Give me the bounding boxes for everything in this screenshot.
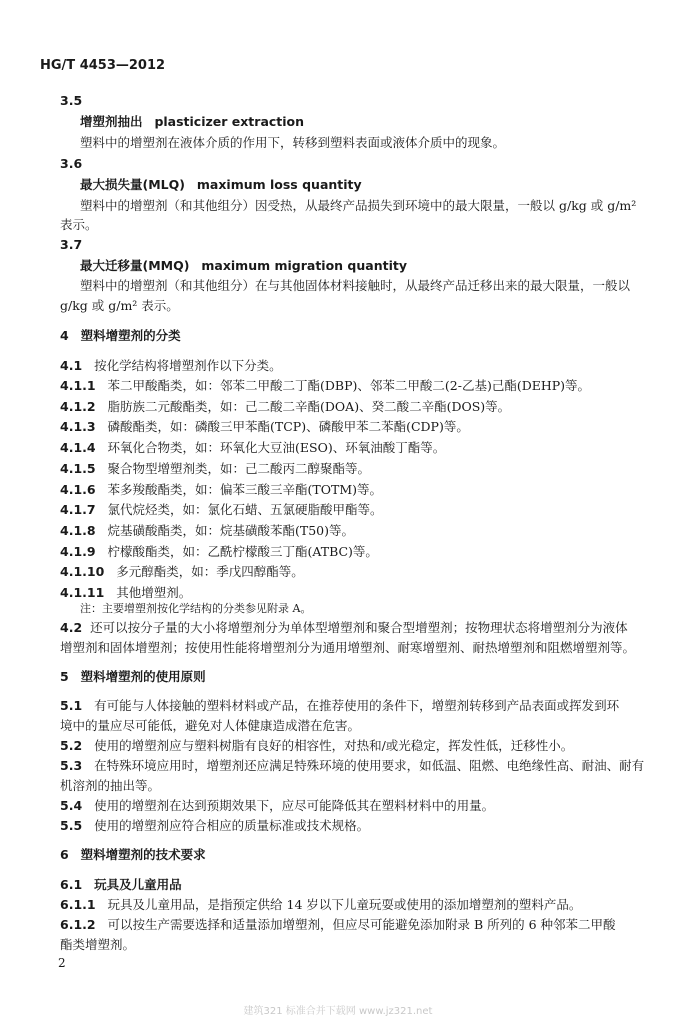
clause-text: 氯代烷烃类，如：氯化石蜡、五氯硬脂酸甲酯等。 — [107, 502, 383, 518]
clause — [60, 377, 590, 394]
clause-number: 5.4 — [60, 798, 83, 813]
definition-text: 塑料中的增塑剂（和其他组分）因受热，从最终产品损失到环境中的最大限量，一般以 g/kg 或 g/m² — [80, 198, 637, 213]
clause-text: 有可能与人体接触的塑料材料或产品，在推荐使用的条件下，增塑剂转移到产品表面或挥发到环 — [94, 698, 620, 713]
clause — [60, 481, 382, 498]
clause — [60, 619, 628, 636]
clause-number: 4.1.5 — [60, 460, 96, 476]
spacer — [96, 523, 108, 538]
clause-number: 6.1.1 — [60, 897, 96, 912]
spacer — [104, 585, 116, 600]
clause-number: 4.1.11 — [60, 585, 105, 600]
clause-number: 4.1.3 — [60, 419, 96, 435]
clause — [60, 697, 619, 714]
clause-text: 苯二甲酸酯类，如：邻苯二甲酸二丁酯(DBP)、邻苯二甲酸二(2-乙基)己酯(DEHP)等。 — [107, 378, 591, 393]
clause-number: 4.1 — [60, 358, 83, 373]
clause-text: 还可以按分子量的大小将增塑剂分为单体型增塑剂和聚合型增塑剂；按物理状态将增塑剂分为液体 — [90, 620, 628, 635]
chapter-heading — [60, 846, 206, 863]
subsection-heading — [60, 876, 182, 893]
clause-number: 5.5 — [60, 818, 83, 833]
clause-text: 玩具及儿童用品，是指预定供给 14 岁以下儿童玩耍或使用的添加增塑剂的塑料产品。 — [107, 897, 582, 912]
chapter-number: 5 — [60, 669, 69, 684]
clause-text: 使用的增塑剂应符合相应的质量标准或技术规格。 — [94, 818, 370, 833]
clause — [60, 398, 510, 415]
term-en: maximum loss quantity — [196, 177, 362, 192]
clause-text: 酯类增塑剂。 — [60, 937, 136, 952]
clause — [60, 357, 282, 374]
clause-number: 4.1.10 — [60, 564, 105, 580]
definition-text: 表示。 — [60, 217, 98, 232]
clause-text: 柠檬酸酯类，如：乙酰柠檬酸三丁酯(ATBC)等。 — [107, 543, 378, 559]
spacer — [96, 461, 108, 476]
clause-text: 多元醇酯类，如：季戊四醇酯等。 — [116, 564, 304, 580]
clause-text: 其他增塑剂。 — [116, 585, 192, 600]
chapter-heading — [60, 668, 206, 685]
clause-text: 聚合物型增塑剂类，如：己二酸丙二醇聚酯等。 — [107, 460, 371, 476]
clause — [60, 797, 494, 814]
clause-text: 使用的增塑剂应与塑料树脂有良好的相容性，对热和/或光稳定，挥发性低，迁移性小。 — [94, 738, 574, 753]
definition-text: 塑料中的增塑剂（和其他组分）在与其他固体材料接触时，从最终产品迁移出来的最大限量，一般以 — [80, 278, 631, 293]
chapter-number: 4 — [60, 328, 69, 343]
document-code-header: HG/T 4453—2012 — [40, 58, 166, 73]
clause — [60, 563, 304, 580]
clause-text: 可以按生产需要选择和适量添加增塑剂，但应尽可能避免添加附录 B 所列的 6 种邻苯二甲酸 — [107, 917, 616, 932]
chapter-heading — [60, 327, 181, 344]
clause — [60, 584, 191, 601]
spacer — [96, 544, 108, 559]
clause-number: 4.1.6 — [60, 481, 96, 497]
clause-text: 磷酸酯类，如：磷酸三甲苯酯(TCP)、磷酸甲苯二苯酯(CDP)等。 — [107, 419, 469, 435]
clause — [60, 543, 378, 560]
term-zh: 最大迁移量(MMQ) — [80, 258, 190, 273]
clause — [60, 896, 581, 913]
term-en: maximum migration quantity — [201, 258, 407, 273]
term-heading — [80, 113, 304, 130]
clause-number: 4.1.9 — [60, 543, 96, 559]
watermark: 建筑321 标准合并下载网 www.jz321.net — [243, 1006, 433, 1017]
clause-number: 5.2 — [60, 738, 83, 753]
clause-text: 机溶剂的抽出等。 — [60, 778, 161, 793]
term-zh: 增塑剂抽出 — [80, 114, 143, 129]
note-text: 注：主要增塑剂按化学结构的分类参见附录 A。 — [80, 602, 312, 615]
chapter-title: 塑料增塑剂的技术要求 — [80, 847, 206, 862]
subsection-number: 6.1 — [60, 877, 83, 892]
definition-text: g/kg 或 g/m² 表示。 — [60, 298, 179, 313]
clause-number: 4.1.8 — [60, 522, 96, 538]
clause — [60, 757, 644, 774]
clause-number: 4.1.1 — [60, 378, 96, 393]
clause-text: 按化学结构将增塑剂作以下分类。 — [94, 358, 282, 373]
chapter-title: 塑料增塑剂的分类 — [80, 328, 181, 343]
term-heading — [80, 176, 362, 193]
spacer — [96, 440, 108, 455]
spacer — [104, 564, 116, 579]
section-number: 3.7 — [60, 237, 83, 252]
clause-text: 使用的增塑剂在达到预期效果下，应尽可能降低其在塑料材料中的用量。 — [94, 798, 495, 813]
clause-number: 5.1 — [60, 698, 83, 713]
spacer — [96, 399, 108, 414]
clause-number: 5.3 — [60, 758, 83, 773]
clause — [60, 501, 383, 518]
clause-text: 脂肪族二元酸酯类，如：己二酸二辛酯(DOA)、癸二酸二辛酯(DOS)等。 — [107, 398, 511, 414]
clause-text: 环氧化合物类，如：环氧化大豆油(ESO)、环氧油酸丁酯等。 — [107, 440, 446, 456]
section-number: 3.6 — [60, 156, 83, 171]
term-en: plasticizer extraction — [154, 114, 305, 129]
clause — [60, 418, 469, 435]
spacer — [96, 502, 108, 517]
clause — [60, 460, 370, 477]
term-heading — [80, 257, 407, 274]
clause-number: 4.1.2 — [60, 398, 96, 414]
term-zh: 最大损失量(MLQ) — [80, 177, 185, 192]
clause-number: 4.1.7 — [60, 502, 96, 518]
clause-number: 4.2 — [60, 620, 83, 635]
clause-text: 在特殊环境应用时，增塑剂还应满足特殊环境的使用要求，如低温、阻燃、电绝缘性高、耐油、耐有 — [94, 758, 645, 773]
clause-text: 境中的量应尽可能低，避免对人体健康造成潜在危害。 — [60, 718, 361, 733]
section-number: 3.5 — [60, 93, 83, 108]
chapter-number: 6 — [60, 847, 69, 862]
spacer — [96, 482, 108, 497]
page-number: 2 — [58, 956, 66, 970]
clause — [60, 737, 573, 754]
definition-text: 塑料中的增塑剂在液体介质的作用下，转移到塑料表面或液体介质中的现象。 — [80, 135, 506, 150]
clause-number: 6.1.2 — [60, 917, 96, 932]
subsection-title: 玩具及儿童用品 — [94, 877, 182, 892]
clause-text: 苯多羧酸酯类，如：偏苯三酸三辛酯(TOTM)等。 — [107, 481, 382, 497]
clause-text: 增塑剂和固体增塑剂；按使用性能将增塑剂分为通用增塑剂、耐寒增塑剂、耐热增塑剂和阻燃增塑剂等。 — [60, 640, 636, 655]
clause — [60, 817, 369, 834]
spacer — [96, 419, 108, 434]
clause — [60, 522, 354, 539]
clause — [60, 439, 445, 456]
clause-text: 烷基磺酸酯类，如：烷基磺酸苯酯(T50)等。 — [107, 522, 355, 538]
chapter-title: 塑料增塑剂的使用原则 — [80, 669, 206, 684]
spacer — [96, 378, 108, 393]
clause-number: 4.1.4 — [60, 440, 96, 456]
clause — [60, 916, 616, 933]
